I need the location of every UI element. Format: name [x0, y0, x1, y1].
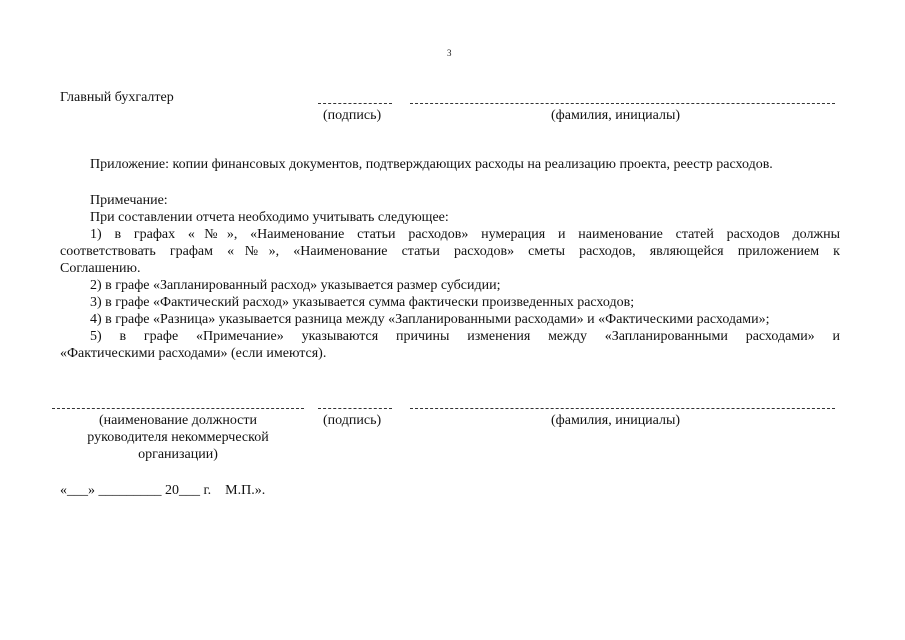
chief-accountant-name-line	[410, 103, 835, 104]
date-year-suffix: г.	[203, 483, 212, 498]
date-day-blank: ___	[67, 483, 88, 498]
head-signature-line	[318, 408, 392, 409]
chief-accountant-label: Главный бухгалтер	[60, 90, 174, 105]
date-month-blank: _________	[98, 483, 162, 498]
date-line	[60, 483, 265, 499]
date-year-prefix: 20	[165, 483, 179, 498]
chief-accountant-signature-caption: (подпись)	[323, 108, 382, 123]
note-item-3: 3) в графе «Фактический расход» указывается сумма фактически произведенных расходов;	[90, 295, 635, 310]
chief-accountant-name-caption: (фамилия, инициалы)	[551, 108, 681, 123]
head-signature-caption: (подпись)	[323, 413, 382, 428]
stamp-placeholder: М.П.».	[225, 483, 266, 498]
page-number: 3	[447, 48, 452, 58]
note-item-1-line-3: Соглашению.	[60, 261, 141, 276]
head-name-line	[410, 408, 835, 409]
attachment-text: Приложение: копии финансовых документов, подтверждающих расходы на реализацию проекта, реестр расходов.	[90, 157, 773, 172]
note-item-5-line-2: «Фактическими расходами» (если имеются).	[60, 346, 327, 361]
head-position-caption-line-3: организации)	[138, 447, 218, 462]
note-item-1-line-1: 1) в графах «№», «Наименование статьи расходов» нумерация и наименование статей расходов должны	[90, 227, 840, 242]
note-intro: При составлении отчета необходимо учитывать следующее:	[90, 210, 449, 225]
date-open-quote: «	[60, 483, 67, 498]
note-heading: Примечание:	[90, 193, 168, 208]
head-position-caption-line-2: руководителя некоммерческой	[87, 430, 269, 445]
head-name-caption: (фамилия, инициалы)	[551, 413, 681, 428]
note-item-4: 4) в графе «Разница» указывается разница между «Запланированными расходами» и «Фактическими расходами»;	[90, 312, 770, 327]
chief-accountant-signature-line	[318, 103, 392, 104]
note-item-2: 2) в графе «Запланированный расход» указывается размер субсидии;	[90, 278, 501, 293]
head-position-line	[52, 408, 304, 409]
date-year-blank: ___	[179, 483, 200, 498]
note-item-5-line-1: 5) в графе «Примечание» указываются причины изменения между «Запланированными расходами» и	[90, 329, 840, 344]
note-item-1-line-2: соответствовать графам «№», «Наименование статьи расходов» сметы расходов, являющейся приложением к	[60, 244, 840, 259]
head-position-caption-line-1: (наименование должности	[98, 413, 258, 428]
date-close-quote: »	[88, 483, 95, 498]
